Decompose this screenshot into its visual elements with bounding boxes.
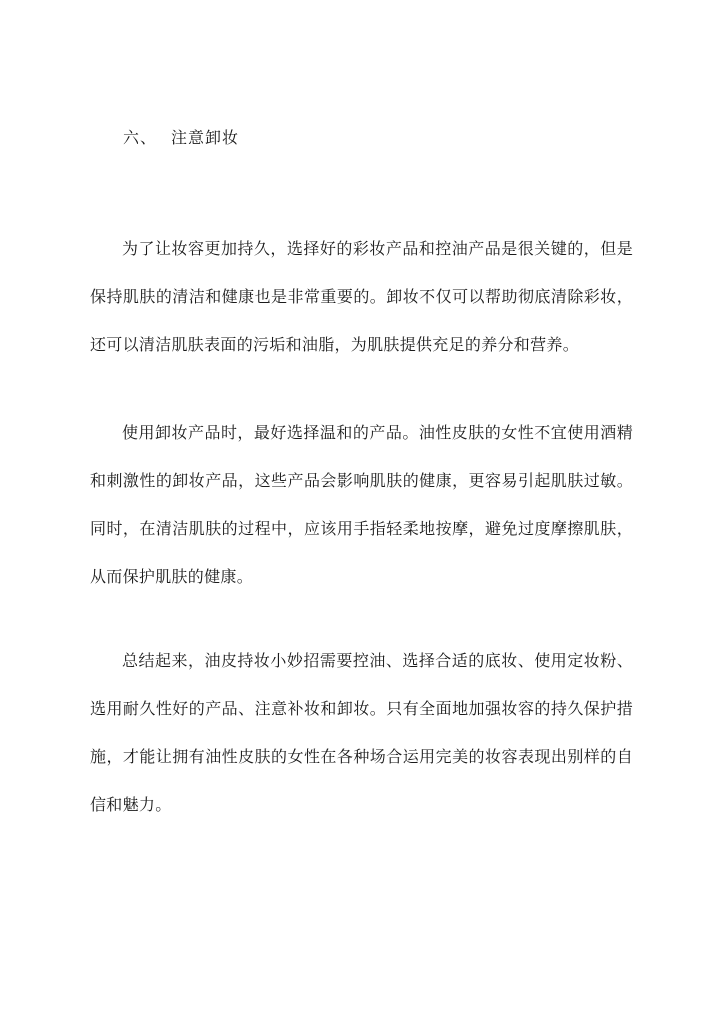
paragraph-makeup-removal-importance: 为了让妆容更加持久，选择好的彩妆产品和控油产品是很关键的，但是保持肌肤的清洁和健康也是非常重要的。卸妆不仅可以帮助彻底清除彩妆，还可以清洁肌肤表面的污垢和油脂，为肌肤提供充足的养分和营养。 bbox=[90, 239, 633, 354]
section-number: 六、 bbox=[123, 128, 158, 147]
paragraph-summary: 总结起来，油皮持妆小妙招需要控油、选择合适的底妆、使用定妆粉、选用耐久性好的产品、注意补妆和卸妆。只有全面地加强妆容的持久保护措施，才能让拥有油性皮肤的女性在各种场合运用完美的妆容表现出别样的自信和魅力。 bbox=[90, 651, 633, 814]
section-heading bbox=[123, 126, 239, 150]
paragraph-gentle-products: 使用卸妆产品时，最好选择温和的产品。油性皮肤的女性不宜使用酒精和刺激性的卸妆产品，这些产品会影响肌肤的健康，更容易引起肌肤过敏。同时，在清洁肌肤的过程中，应该用手指轻柔地按摩，避免过度摩擦肌肤，从而保护肌肤的健康。 bbox=[90, 423, 633, 586]
section-title: 注意卸妆 bbox=[171, 128, 240, 147]
